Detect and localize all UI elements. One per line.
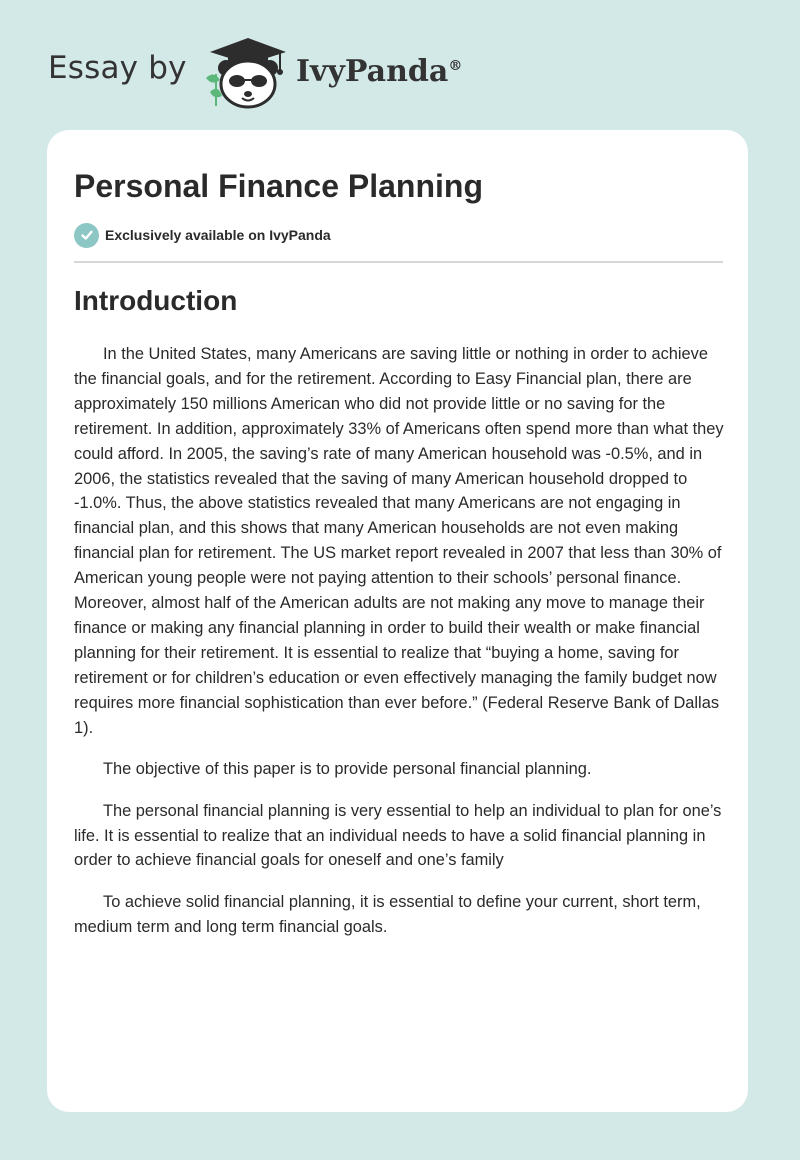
article-body (74, 342, 726, 956)
paragraph: In the United States, many Americans are saving little or nothing in order to achieve the financial goals, and for the retirement. According to Easy Financial plan, there are approximately 150 millions American who did not provide little or no saving for the retirement. In addition, approximately 33% of Americans often spend more than what they could afford. In 2005, the saving’s rate of many American household was -0.5%, and in 2006, the statistics revealed that the saving of many American household dropped to -1.0%. Thus, the above statistics revealed that many Americans are not engaging in financial plan, and this shows that many American households are not even making financial plan for retirement. The US market report revealed in 2007 that less than 30% of American young people were not paying attention to their schools’ personal finance. Moreover, almost half of the American adults are not making any move to manage their finance or making any financial planning in order to build their wealth or make financial planning for their retirement. It is essential to realize that “buying a home, saving for retirement or for children’s education or even effectively managing the family budget now requires more financial sophistication than ever before.” (Federal Reserve Bank of Dallas 1). (74, 345, 724, 737)
check-circle-icon (74, 223, 99, 248)
paragraph: To achieve solid financial planning, it is essential to define your current, short term, medium term and long term financial goals. (74, 892, 701, 936)
badge-label: Exclusively available on IvyPanda (105, 227, 331, 243)
essay-by-label: Essay by (48, 50, 187, 86)
section-heading: Introduction (74, 285, 238, 316)
brand-name[interactable]: IvyPanda® (296, 54, 463, 89)
divider (74, 261, 723, 263)
panda-graduate-icon[interactable] (200, 34, 296, 110)
essay-card (47, 130, 748, 1112)
page-title: Personal Finance Planning (74, 168, 483, 204)
site-header (0, 0, 800, 130)
paragraph: The personal financial planning is very essential to help an individual to plan for one’s life. It is essential to realize that an individual needs to have a solid financial planning in order to achieve financial goals for oneself and one’s family (74, 801, 722, 870)
registered-mark: ® (448, 58, 463, 74)
paragraph: The objective of this paper is to provide personal financial planning. (103, 760, 592, 779)
exclusive-badge (74, 222, 331, 248)
